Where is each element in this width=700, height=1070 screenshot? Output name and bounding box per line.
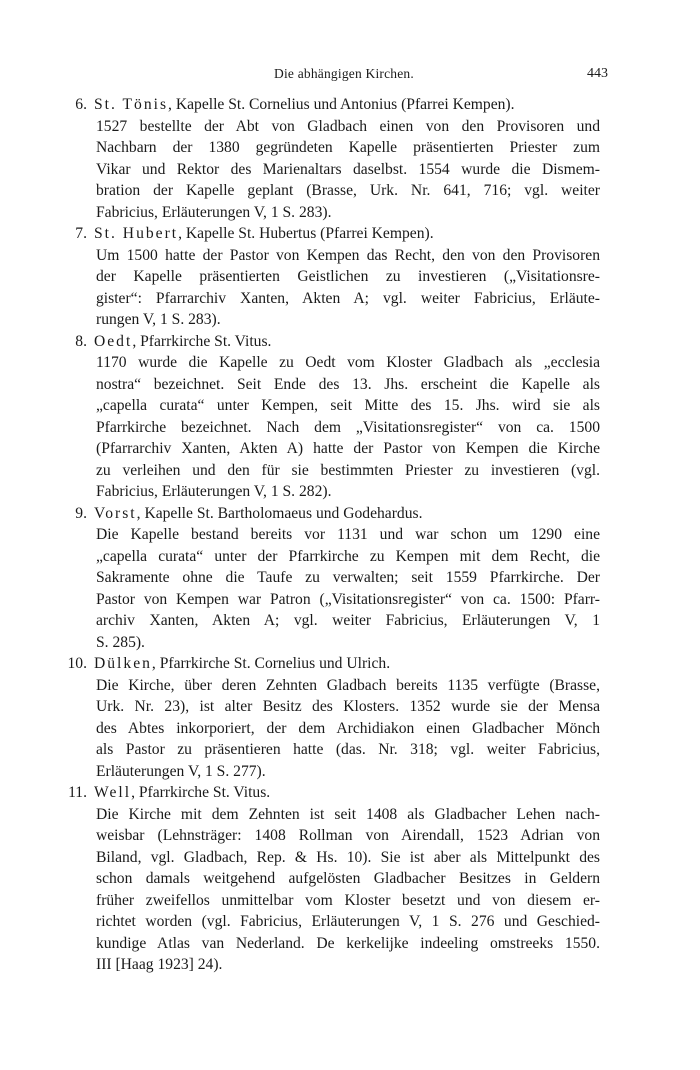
page-number: 443 <box>587 66 608 81</box>
entry-text-line: nostra“ bezeichnet. Seit Ende des 13. Jhs. erscheint die Kapelle als <box>96 375 600 393</box>
entry-text-line: Urk. Nr. 23), ist alter Besitz des Klosters. 1352 wurde sie der Mensa <box>96 698 600 715</box>
entry-heading <box>0 223 700 245</box>
entry-heading-text: , Pfarrkirche St. Vitus. <box>131 784 271 801</box>
running-head-title: Die abhängigen Kirchen. <box>274 66 414 81</box>
entry-number: 8. <box>75 332 87 350</box>
entry-text-line: schon damals weitgehend aufgelösten Gladbacher Besitzes in Geldern <box>96 870 600 887</box>
entry-heading-text: , Kapelle St. Cornelius und Antonius (Pfarrei Kempen). <box>168 96 515 113</box>
entry-heading-text: , Pfarrkirche St. Cornelius und Ulrich. <box>151 655 391 672</box>
entry-number: 6. <box>75 96 87 113</box>
entry-text-line: richtet worden (vgl. Fabricius, Erläuterungen V, 1 S. 276 und Geschied- <box>96 913 600 930</box>
entry-text-line: kundige Atlas van Nederland. De kerkelijke indeeling omstreeks 1550. <box>96 934 600 952</box>
entry-list <box>0 94 700 976</box>
entry <box>0 223 700 331</box>
entry-text-line: Die Kapelle bestand bereits vor 1131 und war schon um 1290 eine <box>96 526 600 543</box>
entry-place-name: St. Hubert <box>94 225 179 242</box>
entry-text-line: als Pastor zu präsentieren hatte (das. Nr. 318; vgl. weiter Fabricius, <box>96 741 600 758</box>
entry-text-line: zu verleihen und den für sie bestimmten Priester zu investieren (vgl. <box>96 461 600 479</box>
entry-heading-text: , Kapelle St. Bartholomaeus und Godehardus. <box>136 504 423 522</box>
entry-text-line: „capella curata“ unter der Pfarrkirche zu Kempen mit dem Recht, die <box>96 547 600 565</box>
entry <box>0 503 700 654</box>
entry-text-line: der Kapelle präsentierten Geistlichen zu investieren („Visitationsre- <box>96 268 600 285</box>
entry-heading <box>0 503 700 525</box>
entry-text-line: „capella curata“ unter Kempen, seit Mitte des 15. Jhs. wird sie als <box>96 397 600 414</box>
entry-text-line: Fabricius, Erläuterungen V, 1 S. 283). <box>96 203 332 221</box>
entry-text-line: des Abtes inkorporiert, der dem Archidiakon einen Gladbacher Mönch <box>96 719 600 737</box>
entry-place-name: Oedt <box>94 332 133 350</box>
entry-place-name: St. Tönis <box>94 96 169 113</box>
entry-text-line: Sakramente ohne die Taufe zu verwalten; seit 1559 Pfarrkirche. Der <box>96 569 600 586</box>
entry-heading <box>0 782 700 804</box>
entry-place-name: Well <box>94 784 132 801</box>
entry-text-line: Die Kirche mit dem Zehnten ist seit 1408 als Gladbacher Lehen nach- <box>96 805 600 823</box>
entry-text-line: bration der Kapelle geplant (Brasse, Urk. Nr. 641, 716; vgl. weiter <box>96 182 600 199</box>
entry-text-line: III [Haag 1923] 24). <box>96 956 223 973</box>
entry-heading <box>0 331 700 353</box>
entry-text-line: (Pfarrarchiv Xanten, Akten A) hatte der Pastor von Kempen die Kirche <box>96 440 600 457</box>
entry-text-line: archiv Xanten, Akten A; vgl. weiter Fabricius, Erläuterungen V, 1 <box>96 612 600 629</box>
entry-heading <box>0 653 700 675</box>
entry-heading <box>0 94 700 116</box>
entry <box>0 331 700 503</box>
entry-text-line: Erläuterungen V, 1 S. 277). <box>96 762 266 780</box>
entry-text-line: Pfarrkirche bezeichnet. Nach dem „Visitationsregister“ von ca. 1500 <box>96 418 600 436</box>
entry-heading-text: , Kapelle St. Hubertus (Pfarrei Kempen). <box>178 225 434 242</box>
entry-text-line: Um 1500 hatte der Pastor von Kempen das Recht, den von den Provisoren <box>96 246 600 264</box>
entry-text-line: Pastor von Kempen war Patron („Visitationsregister“ von ca. 1500: Pfarr- <box>96 590 600 608</box>
entry <box>0 653 700 782</box>
entry-place-name: Dülken <box>94 655 152 672</box>
entry <box>0 94 700 223</box>
entry-number: 9. <box>75 504 87 522</box>
entry-text-line: Die Kirche, über deren Zehnten Gladbach bereits 1135 verfügte (Brasse, <box>96 676 600 694</box>
entry-place-name: Vorst <box>94 504 137 522</box>
entry-number: 10. <box>67 655 87 672</box>
entry-text-line: 1527 bestellte der Abt von Gladbach einen von den Provisoren und <box>96 117 600 135</box>
running-head <box>80 66 608 86</box>
entry-text-line: gister“: Pfarrarchiv Xanten, Akten A; vgl. weiter Fabricius, Erläute- <box>96 289 600 307</box>
entry-number: 11. <box>68 784 87 801</box>
entry <box>0 782 700 976</box>
entry-number: 7. <box>75 225 87 242</box>
entry-text-line: Vikar und Rektor des Marienaltars daselbst. 1554 wurde die Dismem- <box>96 160 600 178</box>
entry-text-line: Fabricius, Erläuterungen V, 1 S. 282). <box>96 483 332 500</box>
entry-text-line: Biland, vgl. Gladbach, Rep. & Hs. 10). Sie ist aber als Mittelpunkt des <box>96 848 600 866</box>
entry-heading-text: , Pfarrkirche St. Vitus. <box>132 332 272 350</box>
entry-text-line: weisbar (Lehnsträger: 1408 Rollman von Airendall, 1523 Adrian von <box>96 827 600 844</box>
entry-text-line: früher zweifellos unmittelbar vom Kloster besetzt und von diesem er- <box>96 891 600 909</box>
entry-text-line: rungen V, 1 S. 283). <box>96 311 221 328</box>
entry-text-line: 1170 wurde die Kapelle zu Oedt vom Kloster Gladbach als „ecclesia <box>96 354 600 371</box>
entry-text-line: Nachbarn der 1380 gegründeten Kapelle präsentierten Priester zum <box>96 139 600 156</box>
entry-text-line: S. 285). <box>96 633 145 651</box>
